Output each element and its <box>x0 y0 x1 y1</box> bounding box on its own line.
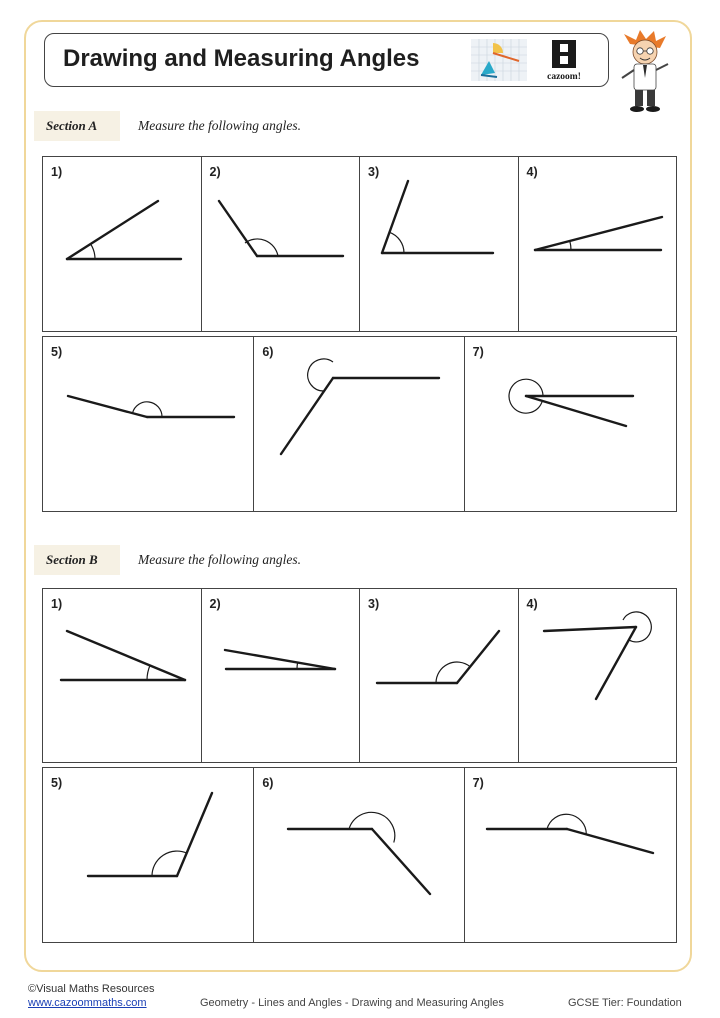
question-number: 6) <box>262 345 274 359</box>
question-a1 <box>43 157 202 331</box>
section-a-row-2 <box>42 336 677 512</box>
title-banner <box>44 33 609 87</box>
angle-diagram <box>254 337 465 513</box>
question-b6 <box>254 768 464 942</box>
question-number: 4) <box>526 597 538 611</box>
question-a2 <box>202 157 361 331</box>
section-b-instruction: Measure the following angles. <box>138 552 301 567</box>
cazoom-logo <box>535 38 593 82</box>
question-number: 2) <box>209 165 221 179</box>
question-number: 3) <box>368 597 380 611</box>
angle-diagram <box>465 337 677 513</box>
angle-diagram <box>360 589 519 764</box>
footer-topic: Geometry - Lines and Angles - Drawing and Measuring Angles <box>200 997 504 1009</box>
question-b1 <box>43 589 202 762</box>
question-number: 2) <box>209 597 221 611</box>
section-b-row-2 <box>42 767 677 943</box>
angle-diagram <box>202 157 361 333</box>
question-b5 <box>43 768 254 942</box>
question-number: 5) <box>51 345 63 359</box>
section-a-row-1 <box>42 156 677 332</box>
footer-copyright: ©Visual Maths Resources <box>28 983 155 995</box>
section-a-instruction: Measure the following angles. <box>138 118 301 133</box>
angle-diagram <box>43 768 255 944</box>
angle-diagram <box>202 589 361 764</box>
angle-diagram <box>43 589 202 764</box>
question-number: 1) <box>51 165 63 179</box>
page-title: Drawing and Measuring Angles <box>63 45 420 72</box>
question-a5 <box>43 337 254 511</box>
mascot-illustration <box>616 30 674 114</box>
footer-website-link[interactable]: www.cazoommaths.com <box>28 997 147 1009</box>
angle-diagram <box>43 337 255 513</box>
question-number: 3) <box>368 165 380 179</box>
angle-diagram <box>465 768 677 944</box>
question-a3 <box>360 157 519 331</box>
angle-diagram <box>360 157 519 333</box>
angle-diagram <box>254 768 465 944</box>
question-number: 1) <box>51 597 63 611</box>
question-b2 <box>202 589 361 762</box>
logo-text: cazoom! <box>547 72 581 82</box>
angle-diagram <box>519 589 677 764</box>
question-a4 <box>519 157 677 331</box>
section-a-label: Section A <box>34 111 120 141</box>
section-b-label: Section B <box>34 545 120 575</box>
footer-tier: GCSE Tier: Foundation <box>568 997 682 1009</box>
question-number: 5) <box>51 776 63 790</box>
protractor-icon <box>471 39 527 81</box>
question-b4 <box>519 589 677 762</box>
question-b3 <box>360 589 519 762</box>
question-a6 <box>254 337 464 511</box>
question-a7 <box>465 337 676 511</box>
angle-diagram <box>43 157 202 333</box>
question-number: 7) <box>472 345 484 359</box>
question-number: 4) <box>526 165 538 179</box>
question-number: 6) <box>262 776 274 790</box>
angle-diagram <box>519 157 677 333</box>
section-b-row-1 <box>42 588 677 763</box>
question-number: 7) <box>472 776 484 790</box>
question-b7 <box>465 768 676 942</box>
